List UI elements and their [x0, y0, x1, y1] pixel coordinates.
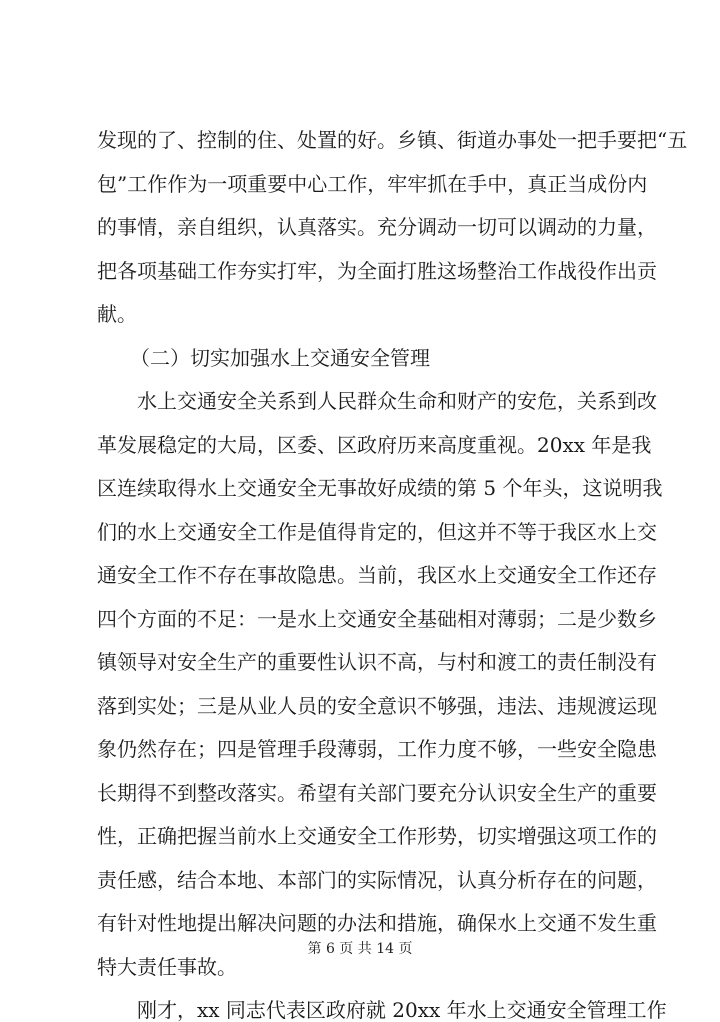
body-text-line: 把各项基础工作夯实打牢，为全面打胜这场整治工作战役作出贡 [97, 259, 657, 283]
body-text-line: 献。 [97, 302, 137, 326]
body-text-line: 责任感，结合本地、本部门的实际情况，认真分析存在的问题， [97, 868, 657, 892]
body-text-line: 们的水上交通安全工作是值得肯定的，但这并不等于我区水上交 [97, 520, 657, 544]
body-text-line: 性，正确把握当前水上交通安全工作形势，切实增强这项工作的 [97, 824, 657, 848]
body-text-line: 镇领导对安全生产的重要性认识不高，与村和渡工的责任制没有 [97, 650, 657, 674]
body-text-line: 的事情，亲自组织，认真落实。充分调动一切可以调动的力量， [97, 215, 657, 239]
section-heading: （二）切实加强水上交通安全管理 [130, 346, 430, 370]
page-footer: 第 6 页 共 14 页 [307, 941, 413, 957]
body-text-line: 落到实处；三是从业人员的安全意识不够强，违法、违规渡运现 [97, 694, 657, 718]
body-text-line: 通安全工作不存在事故隐患。当前，我区水上交通安全工作还存 [97, 563, 657, 587]
body-text-line: 四个方面的不足：一是水上交通安全基础相对薄弱；二是少数乡 [97, 607, 657, 631]
body-text-line: 发现的了、控制的住、处置的好。乡镇、街道办事处一把手要把“五 [97, 128, 688, 152]
body-text-line: 水上交通安全关系到人民群众生命和财产的安危，关系到改 [137, 389, 657, 413]
body-text-line: 特大责任事故。 [97, 955, 237, 979]
body-text-line: 包”工作作为一项重要中心工作，牢牢抓在手中，真正当成份内 [97, 172, 648, 196]
body-text-line: 区连续取得水上交通安全无事故好成绩的第 5 个年头，这说明我 [97, 476, 663, 500]
body-text-line: 长期得不到整改落实。希望有关部门要充分认识安全生产的重要 [97, 781, 657, 805]
body-text-line: 刚才，xx 同志代表区政府就 20xx 年水上交通安全管理工作 [137, 998, 667, 1022]
body-text-line: 象仍然存在；四是管理手段薄弱，工作力度不够，一些安全隐患 [97, 737, 657, 761]
body-text-line: 革发展稳定的大局，区委、区政府历来高度重视。20xx 年是我 [97, 433, 652, 457]
body-text-line: 有针对性地提出解决问题的办法和措施，确保水上交通不发生重 [97, 911, 657, 935]
